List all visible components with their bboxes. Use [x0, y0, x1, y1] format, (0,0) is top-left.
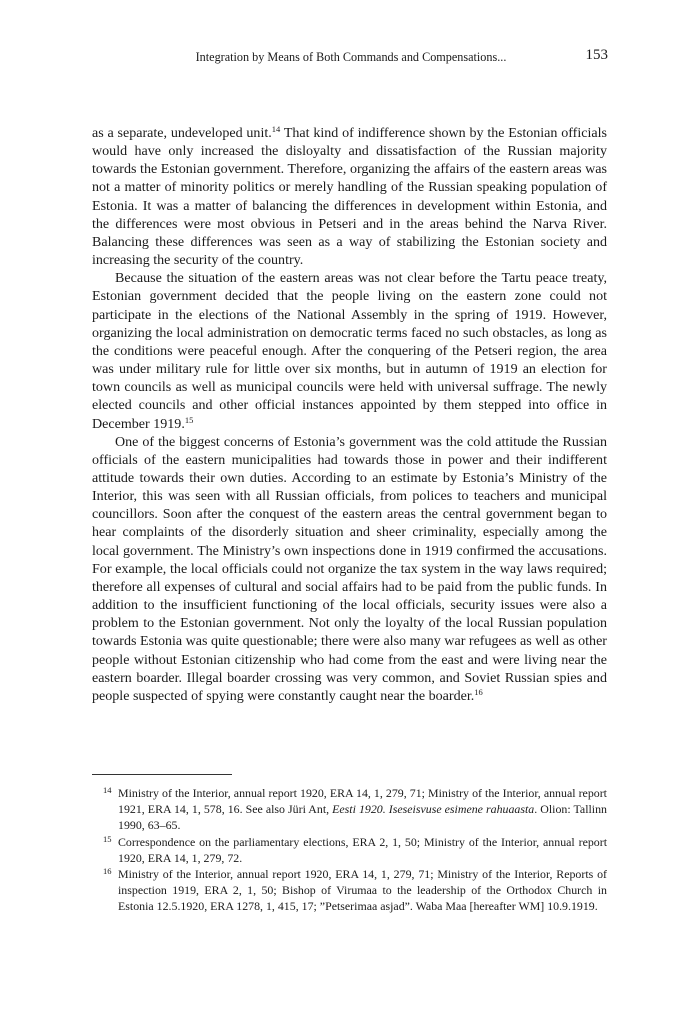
paragraph-3-text: One of the biggest concerns of Estonia’s government was the cold attitude the Russian officials of the eastern municipalities had towards those in power and their indifferent attitude towards their own duties. According to an estimate by Estonia’s Ministry of the Interior, this was seen with all Russian officials, from polices to teachers and municipal councillors. Soon after the conquest of the eastern areas the central government began to hear complaints of the disorderly situation and sheer criminality, especially among the local government. The Ministry’s own inspections done in 1919 confirmed the accusations. For example, the local officials could not organize the tax system in the way laws required; therefore all expenses of cultural and social affairs had to be paid from the public funds. In addition to the insufficient functioning of the local officials, security issues were also a problem to the Estonian government. Not only the loyalty of the local Russian population towards Estonia was quite questionable; there were also many war refugees as well as other people without Estonian citizenship who had come from the east and were living near the eastern boarder. Illegal boarder crossing was very common, and Soviet Russian spies and people suspected of spying were constantly caught near the boarder. — [92, 433, 607, 704]
page-number: 153 — [585, 47, 608, 63]
footnote-ref-14[interactable]: 14 — [271, 124, 281, 134]
footnote-number: 16 — [103, 866, 112, 877]
footnote-text: Correspondence on the parliamentary elections, ERA 2, 1, 50; Ministry of the Interior, annual report 1920, ERA 14, 1, 279, 72. — [118, 834, 607, 865]
footnote-divider — [92, 774, 232, 775]
footnote-text-end: . Olion: Tallinn 1990, 63–65. — [118, 802, 607, 833]
paragraph-1-start: as a separate, undeveloped unit. — [92, 125, 272, 141]
footnote-ref-16[interactable]: 16 — [474, 686, 483, 697]
footnote-number: 15 — [103, 833, 112, 844]
footnote-ref-15[interactable]: 15 — [184, 414, 194, 425]
footnote-text: Ministry of the Interior, annual report 1920, ERA 14, 1, 279, 71; Ministry of the Interior, Reports of inspection 1919, ERA 2, 1, 50; Bishop of Virumaa to the leadership of the Orthodox Church in Estonia 12.5.1920, ERA 1278, 1, 415, 17; ”Petserimaa asjad”. Waba Maa [hereafter WM] 10.9.1919. — [118, 867, 607, 914]
paragraph-2 — [92, 269, 607, 432]
footnote-15 — [92, 834, 607, 866]
body-text — [92, 124, 607, 705]
paragraph-1 — [92, 124, 607, 269]
footnote-book-title: Eesti 1920. Iseseisvuse esimene rahuaasta — [332, 802, 535, 817]
paragraph-2-text: Because the situation of the eastern areas was not clear before the Tartu peace treaty, Estonian government decided that the people living on the eastern zone could not participate in the elections of the National Assembly in the spring of 1919. However, organizing the local administration on democratic terms faced no such obstacles, as long as the conditions were peaceful enough. After the conquering of the Petseri region, the area was under military rule for little over six months, but in autumn of 1919 an election for town councils as well as municipal councils were held with universal suffrage. The newly elected councils and other official instances appointed by them stepped into office in December 1919. — [92, 270, 607, 432]
paragraph-1-rest: That kind of indifference shown by the Estonian officials would have only increased the disloyalty and dissatisfaction of the Russian majority towards the Estonian government. Therefore, organizing the affairs of the eastern areas was not a matter of minority politics or merely handling of the Russian speaking population of Estonia. It was a matter of balancing the differences in development within Estonia, and the differences were most obvious in Petseri and in the areas behind the Narva River. Balancing these differences was seen as a way of stabilizing the Estonian society and increasing the security of the country. — [92, 125, 607, 269]
footnotes — [92, 785, 607, 915]
footnote-16 — [92, 866, 607, 915]
paragraph-3 — [92, 433, 607, 705]
footnote-text: Ministry of the Interior, annual report 1920, ERA 14, 1, 279, 71; Ministry of the Interior, annual report 1921, ERA 14, 1, 578, 16. See also Jüri Ant, — [118, 786, 607, 817]
running-head: Integration by Means of Both Commands and Compensations... — [195, 50, 507, 64]
footnote-number: 14 — [103, 785, 112, 795]
footnote-14 — [92, 785, 607, 834]
